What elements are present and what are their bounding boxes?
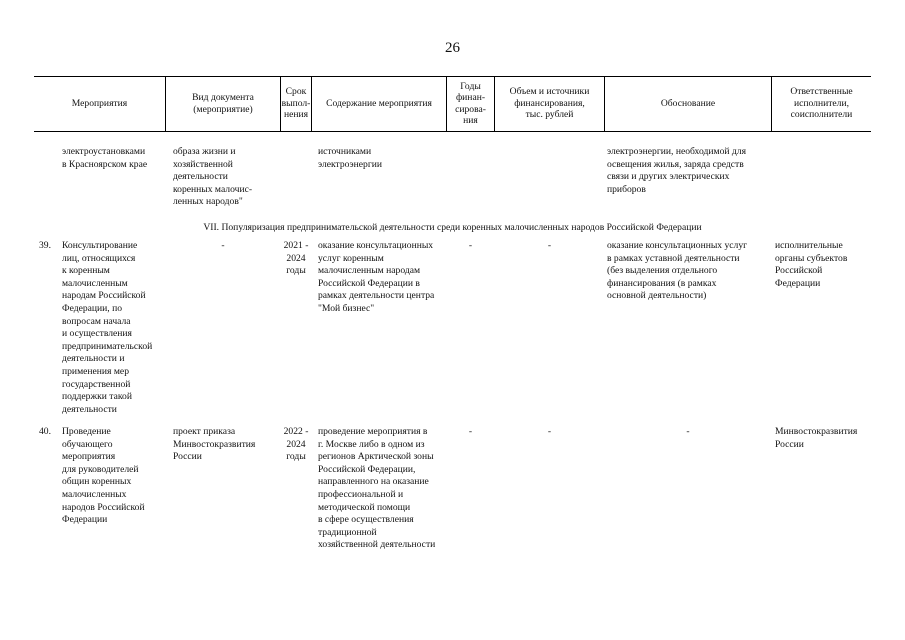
row-number: 39.	[39, 240, 51, 251]
row-content: проведение мероприятия в г. Москве либо в одном из регионов Арктической зоны Российской Федерации, направленного на оказание профессиональной и методической помощи в сфере осуществления традиционной хозяйственной деятельности	[318, 426, 436, 551]
row-event: Консультирование лиц, относящихся к коренным малочисленным народам Российской Федерации, по вопросам начала и осуществления предпринимательской деятельности и применения мер государственной поддержки такой деятельности	[62, 240, 153, 415]
header-content-label: Содержание мероприятия	[326, 97, 432, 109]
header-bottom-rule	[34, 131, 871, 132]
continuation-doc-type: образа жизни и хозяйственной деятельности коренных малочис- ленных народов"	[173, 146, 253, 208]
header-content	[312, 76, 446, 131]
row-justification: -	[686, 426, 690, 437]
row-volume: -	[547, 240, 552, 251]
row-term: 2021 - 2024 годы	[283, 240, 309, 277]
header-responsible-label: Ответственные исполнители, соисполнители	[790, 86, 853, 121]
header-term	[281, 76, 311, 131]
header-doc-type-label: Вид документа (мероприятие)	[192, 92, 254, 115]
header-term-label: Срок выпол- нения	[281, 86, 311, 121]
row-years: -	[468, 426, 473, 437]
header-volume	[495, 76, 604, 131]
row-event: Проведение обучающего мероприятия для руководителей общин коренных малочисленных народов Российской Федерации	[62, 426, 145, 526]
header-responsible	[772, 76, 871, 131]
row-years: -	[468, 240, 473, 251]
header-years	[447, 76, 494, 131]
row-number: 40.	[39, 426, 51, 437]
row-term: 2022 - 2024 годы	[283, 426, 309, 463]
continuation-justification: электроэнергии, необходимой для освещения жилья, заряда средств связи и других электрических приборов	[607, 146, 747, 195]
header-justification	[605, 76, 771, 131]
row-content: оказание консультационных услуг коренным малочисленным народам Российской Федерации в рамках деятельности центра "Мой бизнес"	[318, 240, 435, 314]
header-events-label: Мероприятия	[71, 97, 128, 109]
page-number: 26	[445, 40, 460, 56]
header-justification-label: Обоснование	[660, 97, 716, 109]
header-volume-label: Объем и источники финансирования, тыс. рублей	[509, 86, 590, 121]
row-responsible: Минвостокразвития России	[775, 426, 858, 450]
section-title: VII. Популяризация предпринимательской деятельности среди коренных малочисленных народов Российской Федерации	[203, 222, 702, 233]
row-justification: оказание консультационных услуг в рамках уставной деятельности (без выделения отдельного финансирования (в рамках основной деятельности)	[607, 240, 748, 302]
row-doc-type: проект приказа Минвостокразвития России	[173, 426, 256, 463]
header-years-label: Годы финан- сирова- ния	[455, 80, 486, 126]
continuation-event: электроустановками в Красноярском крае	[62, 146, 148, 170]
continuation-content: источниками электроэнергии	[318, 146, 383, 170]
row-doc-type: -	[221, 240, 225, 251]
row-responsible: исполнительные органы субъектов Российской Федерации	[775, 240, 848, 289]
header-events	[34, 76, 165, 131]
row-volume: -	[547, 426, 552, 437]
header-doc-type	[166, 76, 280, 131]
